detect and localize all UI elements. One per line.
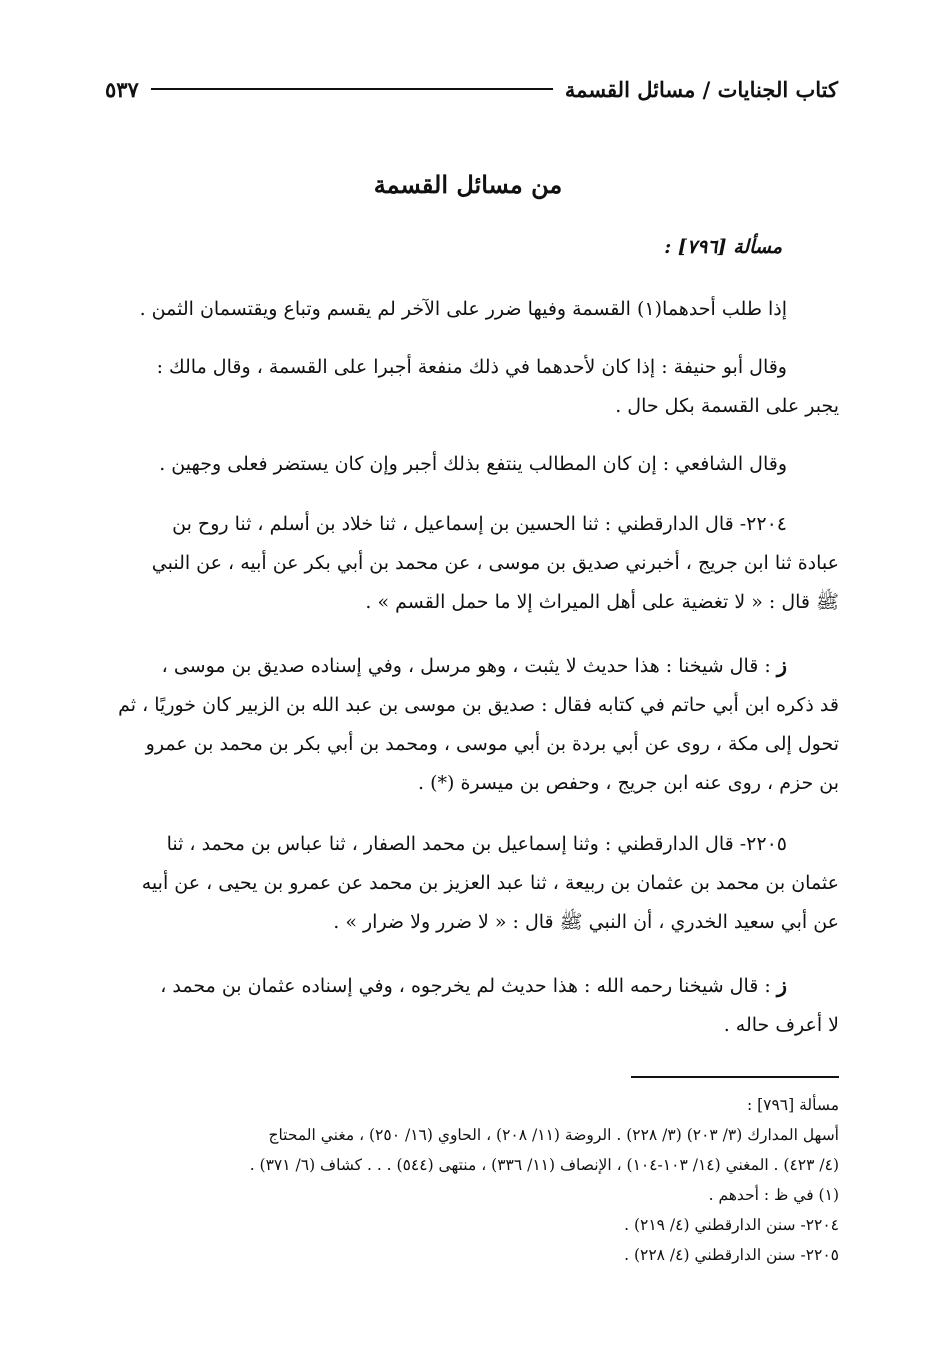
text-line: يجبر على القسمة بكل حال . [615,395,839,417]
text-line [95,965,839,1006]
text-line: ٢٢٠٤- قال الدارقطني : ثنا الحسين بن إسماعيل ، ثنا خلاد بن أسلم ، ثنا روح بن [172,513,787,535]
footnote-line: (١) في ظ : أحدهم . [708,1186,839,1204]
header-rule [151,88,553,90]
text-line: عبادة ثنا ابن جريج ، أخبرني صديق بن موسى ، عن محمد بن أبي بكر عن أبيه ، عن النبي [151,552,839,574]
hadith-2205 [95,825,839,942]
masala-heading: مسألة [٧٩٦] : [664,236,782,258]
text-line: ٢٢٠٥- قال الدارقطني : وثنا إسماعيل بن محمد الصفار ، ثنا عباس بن محمد ، ثنا [166,833,787,855]
text-line: وقال أبو حنيفة : إذا كان لأحدهما في ذلك منفعة أجبرا على القسمة ، وقال مالك : [156,356,787,378]
section-title: من مسائل القسمة [373,170,563,199]
page-header [105,72,838,106]
footnote-line: ٢٢٠٤- سنن الدارقطني (٤/ ٢١٩) . [624,1216,839,1234]
text-line: وقال الشافعي : إن كان المطالب ينتفع بذلك أجبر وإن كان يستضر فعلى وجهين . [159,453,787,475]
footnotes [95,1090,839,1270]
commentary-2 [95,965,839,1045]
text-line [95,645,839,686]
text-line: عن أبي سعيد الخدري ، أن النبي ﷺ قال : « لا ضرر ولا ضرار » . [333,911,839,933]
footnote-separator [631,1076,839,1078]
paragraph-1 [95,290,839,329]
text-line: قد ذكره ابن أبي حاتم في كتابه فقال : صديق بن موسى بن عبد الله بن الزبير كان خوريًا ، ثم [118,694,839,716]
text-line: لا أعرف حاله . [723,1014,839,1036]
text-segment: : قال شيخنا : هذا حديث لا يثبت ، وهو مرسل ، وفي إسناده صديق بن موسى ، [161,655,771,677]
text-line: عثمان بن محمد بن عثمان بن ربيعة ، ثنا عبد العزيز بن محمد عن عمرو بن يحيى ، عن أبيه [141,872,839,894]
footnote-line: (٤/ ٤٢٣) . المغني (١٤/ ١٠٣-١٠٤) ، الإنصاف (١١/ ٣٣٦) ، منتهى (٥٤٤) . . . كشاف (٦/ ٣٧١) . [249,1156,839,1174]
running-title: كتاب الجنايات / مسائل القسمة [564,76,838,102]
commentary-symbol: ز [776,652,787,677]
text-line: تحول إلى مكة ، روى عن أبي بردة بن أبي موسى ، ومحمد بن أبي بكر بن محمد بن عمرو [145,733,839,755]
text-line: بن حزم ، روى عنه ابن جريج ، وحفص بن ميسرة (*) . [418,772,839,794]
footnote-line: أسهل المدارك (٣/ ٢٠٣) (٣/ ٢٢٨) . الروضة (١١/ ٢٠٨) ، الحاوي (١٦/ ٢٥٠) ، مغني المحتاج [268,1126,839,1144]
text-line: إذا طلب أحدهما(١) القسمة وفيها ضرر على الآخر لم يقسم وتباع ويقتسمان الثمن . [139,298,787,320]
commentary-symbol: ز [776,972,787,997]
paragraph-3 [95,445,839,484]
commentary-1 [95,645,839,803]
paragraph-2 [95,348,839,426]
text-line: ﷺ قال : « لا تغضية على أهل الميراث إلا ما حمل القسم » . [365,591,839,613]
footnote-line: ٢٢٠٥- سنن الدارقطني (٤/ ٢٢٨) . [624,1246,839,1264]
hadith-2204 [95,505,839,622]
text-segment: : قال شيخنا رحمه الله : هذا حديث لم يخرجوه ، وفي إسناده عثمان بن محمد ، [160,975,771,997]
page-number: ٥٣٧ [105,76,139,102]
footnote-line: مسألة [٧٩٦] : [746,1096,839,1114]
